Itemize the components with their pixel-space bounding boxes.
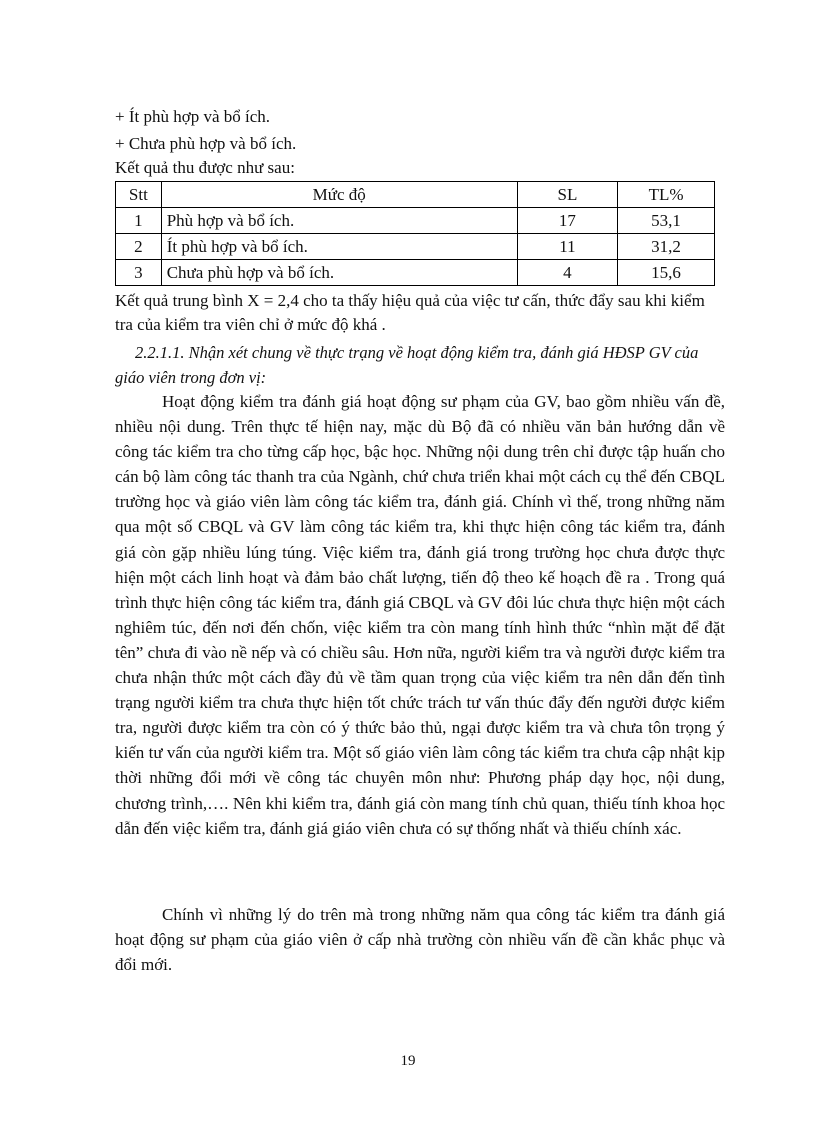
section-heading xyxy=(115,340,725,390)
cell-sl: 11 xyxy=(517,234,617,260)
table-row xyxy=(116,260,715,286)
cell-stt: 3 xyxy=(116,260,162,286)
header-stt: Stt xyxy=(116,182,162,208)
cell-muc-do: Phù hợp và bổ ích. xyxy=(161,208,517,234)
result-intro: Kết quả thu được như sau: xyxy=(115,158,295,177)
body-paragraph-1 xyxy=(115,389,725,841)
cell-tl: 15,6 xyxy=(618,260,715,286)
table-row xyxy=(116,208,715,234)
cell-muc-do: Ít phù hợp và bổ ích. xyxy=(161,234,517,260)
cell-tl: 31,2 xyxy=(618,234,715,260)
table-row xyxy=(116,234,715,260)
cell-tl: 53,1 xyxy=(618,208,715,234)
cell-sl: 4 xyxy=(517,260,617,286)
cell-stt: 2 xyxy=(116,234,162,260)
option-line-less-suitable: + Ít phù hợp và bổ ích. xyxy=(115,107,271,126)
section-heading-text: 2.2.1.1. Nhận xét chung về thực trạng về hoạt động kiểm tra, đánh giá HĐSP GV của giáo viên trong đơn vị: xyxy=(115,343,699,387)
summary-text xyxy=(115,289,725,337)
body-paragraph-2 xyxy=(115,902,725,977)
table-header-row xyxy=(116,182,715,208)
summary-paragraph: Kết quả trung bình X = 2,4 cho ta thấy hiệu quả của việc tư cấn, thức đẩy sau khi kiểm tra của kiểm tra viên chỉ ở mức độ khá . xyxy=(115,291,705,334)
cell-stt: 1 xyxy=(116,208,162,234)
page-number: 19 xyxy=(400,1053,416,1069)
header-sl: SL xyxy=(517,182,617,208)
header-tl: TL% xyxy=(618,182,715,208)
option-line-not-suitable: + Chưa phù hợp và bổ ích. xyxy=(115,134,297,153)
cell-muc-do: Chưa phù hợp và bổ ích. xyxy=(161,260,517,286)
paragraph-text: Chính vì những lý do trên mà trong những năm qua công tác kiểm tra đánh giá hoạt động sư phạm của giáo viên ở cấp nhà trường còn nhiều vấn đề cần khắc phục và đổi mới. xyxy=(115,905,725,974)
header-muc-do: Mức độ xyxy=(161,182,517,208)
cell-sl: 17 xyxy=(517,208,617,234)
result-table xyxy=(115,181,715,286)
paragraph-text: Hoạt động kiểm tra đánh giá hoạt động sư phạm của GV, bao gồm nhiều vấn đề, nhiều nội dung. Trên thực tế hiện nay, mặc dù Bộ đã có nhiều văn bản hướng dẫn về công tác kiểm tra cho từng cấp học, bậc học. Những nội dung trên chỉ được tập huấn cho cán bộ làm công tác thanh tra của Ngành, chứ chưa triển khai một cách cụ thể đến CBQL trường học và giáo viên làm công tác kiểm tra, đánh giá. Chính vì thế, trong những năm qua một số CBQL và GV làm công tác kiểm tra, khi thực hiện công tác kiểm tra, đánh giá còn gặp nhiều lúng túng. Việc kiểm tra, đánh giá trong trường học chưa được thực hiện một cách linh hoạt và đảm bảo chất lượng, tiến độ theo kế hoạch đề ra . Trong quá trình thực hiện công tác kiểm tra, đánh giá CBQL và GV đôi lúc chưa thực hiện một cách nghiêm túc, đến nơi đến chốn, việc kiểm tra còn mang tính hình thức “nhìn mặt để đặt tên” chưa đi vào nề nếp và có chiều sâu. Hơn nữa, người kiểm tra và người được kiểm tra chưa nhận thức một cách đầy đủ về tầm quan trọng của việc kiểm tra nên dẫn đến tình trạng người kiểm tra chưa thực hiện tốt chức trách tư vấn thúc đẩy đến người được kiểm tra, người được kiểm tra còn có ý thức bảo thủ, ngại được kiểm tra và chưa tôn trọng ý kiến tư vấn của người kiểm tra. Một số giáo viên làm công tác kiểm tra chưa cập nhật kịp thời những đổi mới về công tác chuyên môn như: Phương pháp dạy học, nội dung, chương trình,…. Nên khi kiểm tra, đánh giá còn mang tính chủ quan, thiếu tính khoa học dẫn đến việc kiểm tra, đánh giá giáo viên chưa có sự thống nhất và thiếu chính xác. xyxy=(115,392,725,838)
